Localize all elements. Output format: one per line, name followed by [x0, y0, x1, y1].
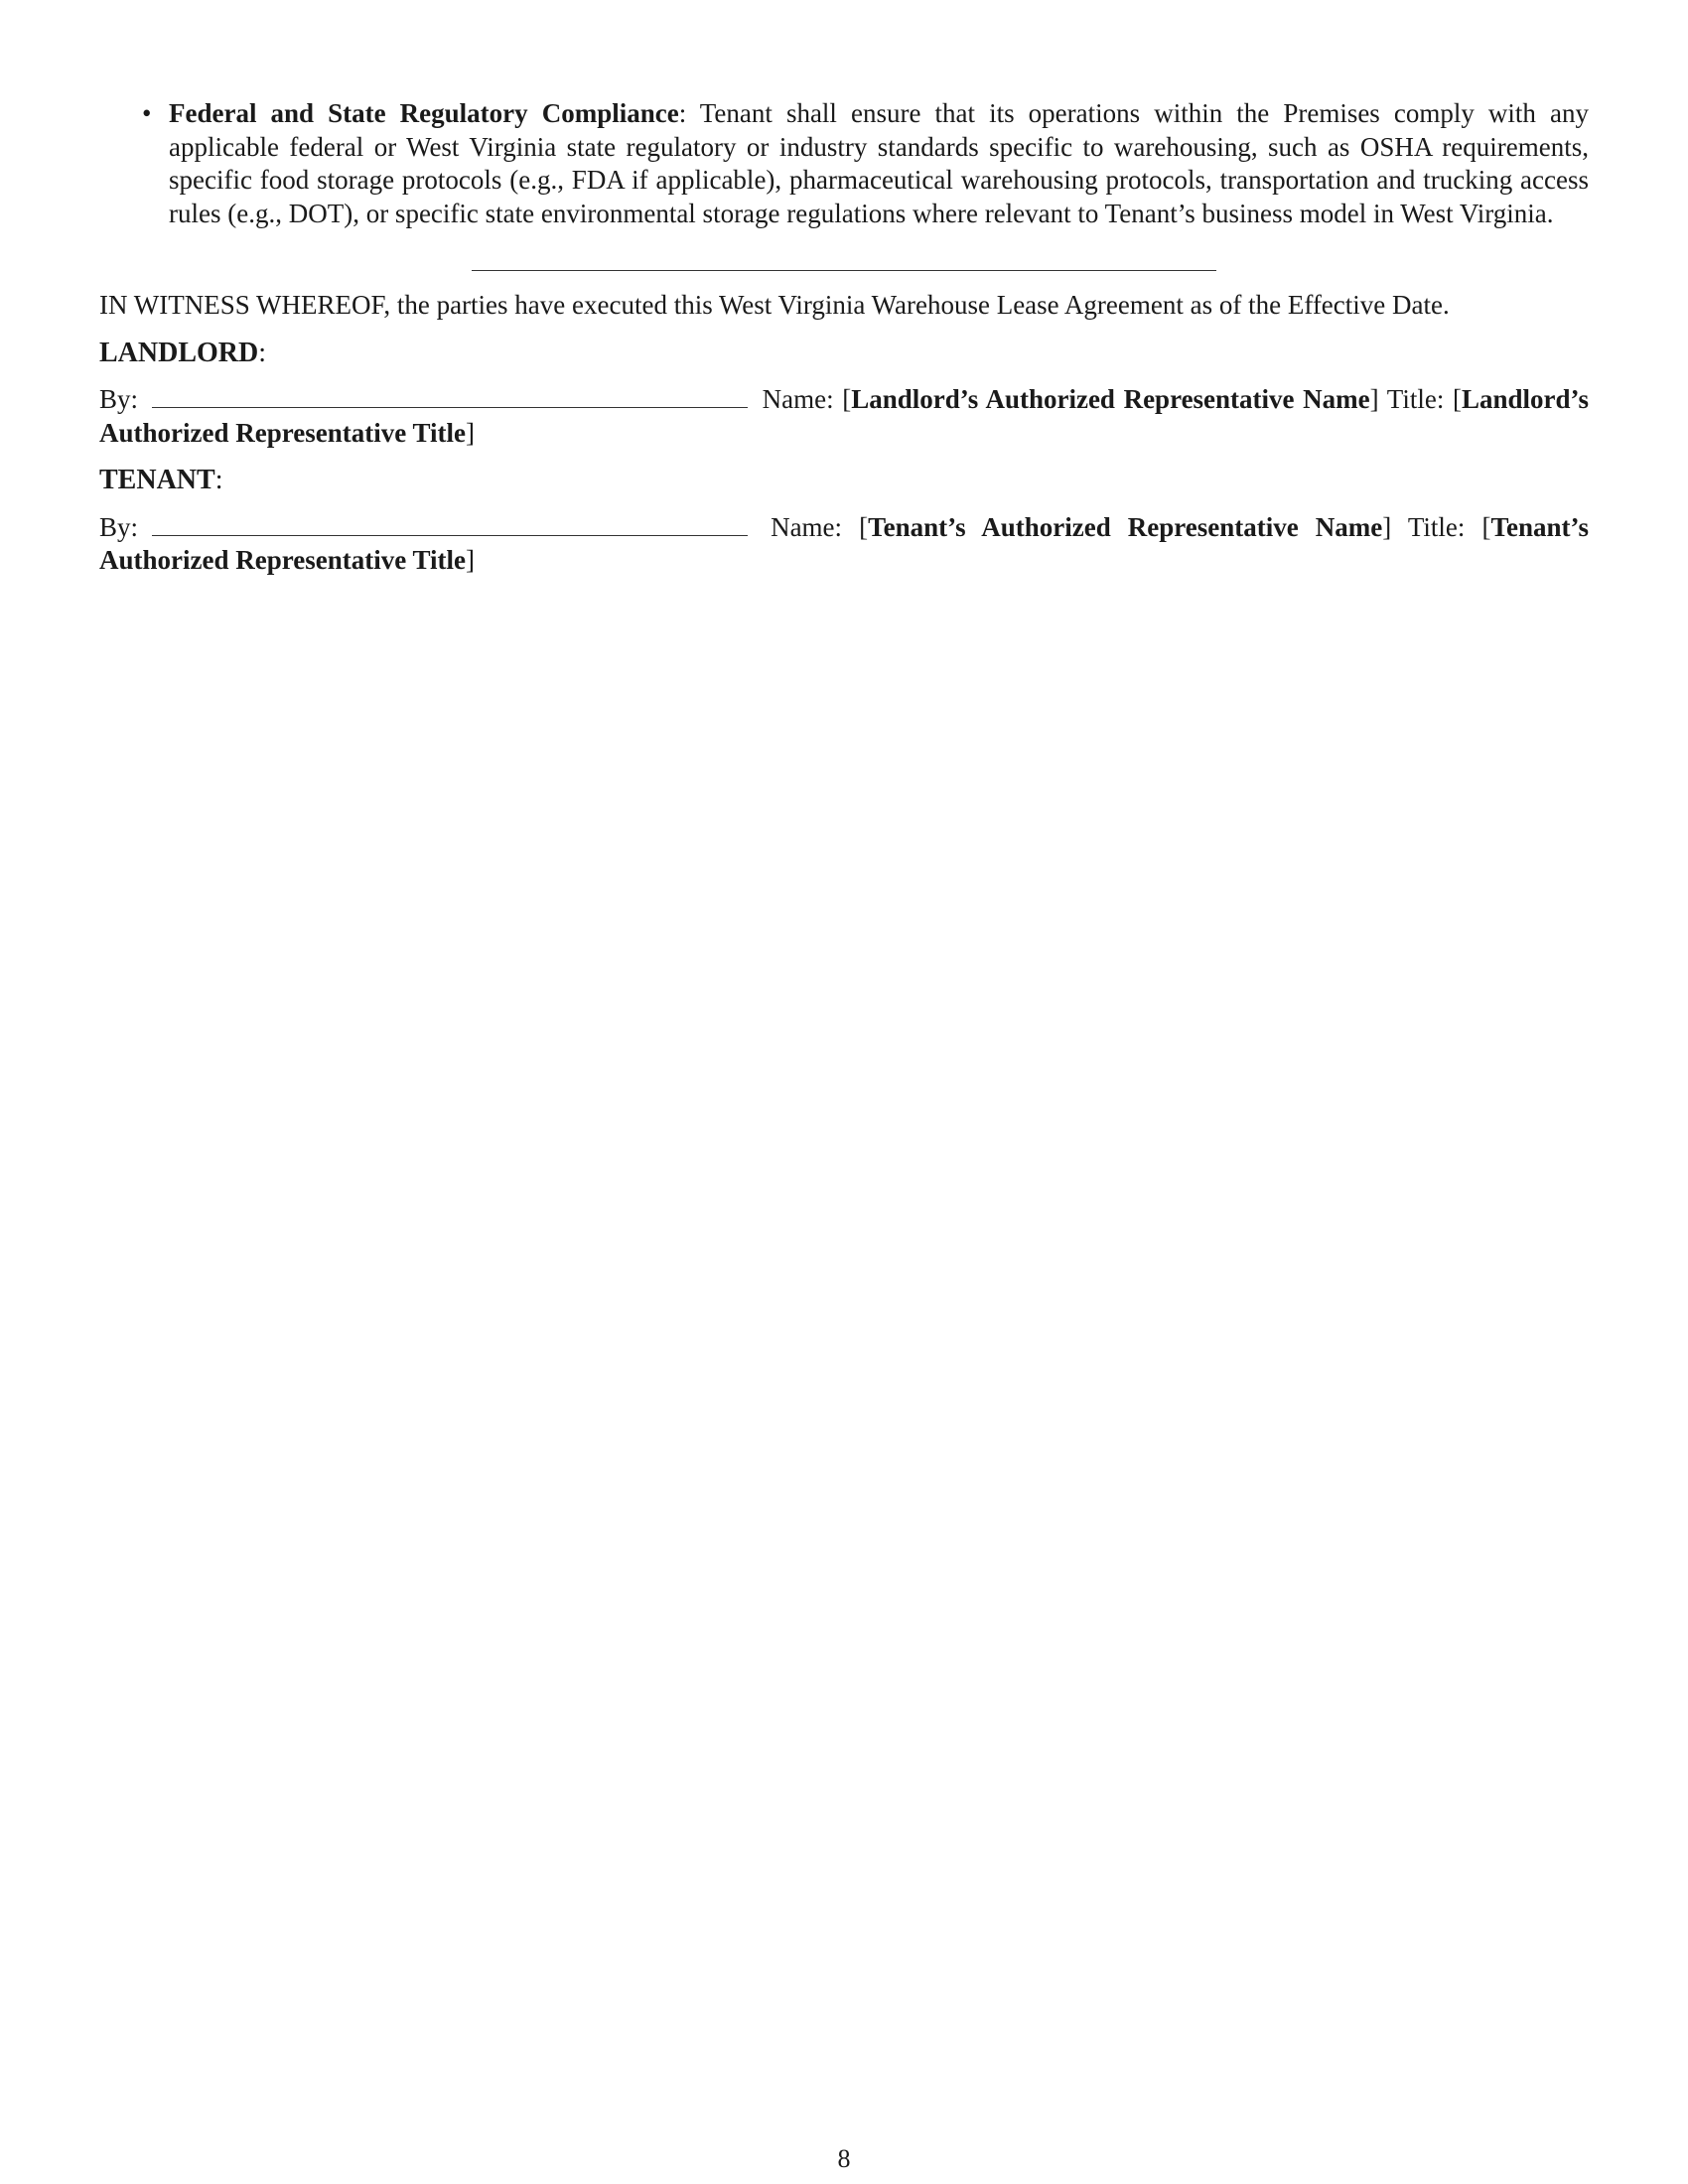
list-item	[99, 97, 1589, 230]
bullet-icon: •	[142, 98, 152, 128]
tenant-name-value: Tenant’s Authorized Representative Name	[868, 511, 1383, 542]
tenant-heading-label: TENANT	[99, 465, 215, 495]
tenant-signature-block: By: Name: [Tenant’s Authorized Representative Name] Title: [Tenant’s Authorized Representative Title]	[99, 511, 1590, 575]
tenant-title-value: Tenant’s Authorized Representative Title	[99, 511, 1590, 575]
landlord-name-value: Landlord’s Authorized Representative Name	[851, 384, 1370, 414]
landlord-title-value: Landlord’s Authorized Representative Title	[99, 384, 1589, 448]
tenant-by-label: By:	[99, 511, 139, 542]
landlord-signature-block: By: Name: [Landlord’s Authorized Representative Name] Title: [Landlord’s Authorized Representative Title]	[99, 384, 1589, 448]
landlord-heading-label: LANDLORD	[99, 337, 259, 368]
landlord-heading: LANDLORD:	[99, 337, 267, 368]
clause-body: : Tenant shall ensure that its operations within the Premises comply with any applicable federal or West Virginia state regulatory or industry standards specific to warehousing, such as OSHA requirements, specific food storage protocols (e.g., FDA if applicable), pharmaceutical warehousing protocols, transportation and trucking access rules (e.g., DOT), or specific state environmental storage regulations where relevant to Tenant’s business model in West Virginia.	[169, 98, 1589, 228]
tenant-heading: TENANT:	[99, 465, 223, 495]
witness-paragraph: IN WITNESS WHEREOF, the parties have executed this West Virginia Warehouse Lease Agreement as of the Effective Date.	[99, 290, 1450, 320]
landlord-title-label: Title:	[1386, 384, 1445, 414]
section-divider	[472, 270, 1216, 271]
tenant-title-label: Title:	[1407, 511, 1466, 542]
clause-heading: Federal and State Regulatory Compliance	[169, 98, 679, 128]
landlord-name-label: Name:	[762, 384, 834, 414]
clause-list	[99, 97, 1589, 230]
landlord-signature-line	[152, 387, 748, 408]
landlord-by-label: By:	[99, 384, 139, 414]
tenant-name-label: Name:	[771, 511, 843, 542]
document-page	[99, 97, 1589, 592]
tenant-signature-line	[152, 515, 748, 536]
page-number: 8	[837, 2144, 851, 2173]
